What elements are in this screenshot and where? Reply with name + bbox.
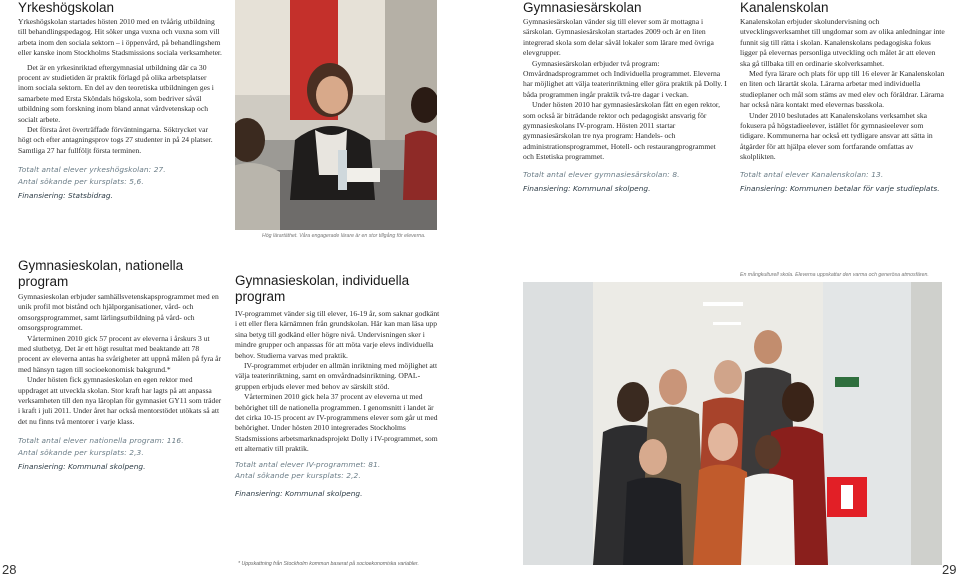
col-gymnasiesarskolan xyxy=(523,0,728,194)
paragraph: Med fyra lärare och plats för upp till 16 elever är Kanalenskolan en liten och lärartät skola. Lärarna arbetar med individuella studieplaner och mål som stäms av med elev och föräldrar. Lärarna har också nära kontakt med elevernas basskola. xyxy=(740,69,945,110)
stat-total-elever: Totalt antal elever nationella program: 116. xyxy=(18,436,184,446)
col-kanalenskolan xyxy=(740,0,945,194)
section-title-kanalenskolan: Kanalenskolan xyxy=(740,0,829,15)
stat-sokande: Antal sökande per kursplats: 2,3. xyxy=(18,447,144,457)
photo-caption: En mångkulturell skola. Eleverna uppskattar den varma och generösa atmosfären. xyxy=(740,272,929,278)
photo-teacher xyxy=(235,0,437,230)
stat-sokande: Antal sökande per kursplats: 2,2. xyxy=(235,471,361,481)
col-yrkeshogskolan xyxy=(18,0,223,201)
stat-total-elever: Totalt antal elever gymnasiesärskolan: 8. xyxy=(523,169,680,179)
stat-total-elever: Totalt antal elever IV-programmet: 81. xyxy=(235,459,381,469)
paragraph: IV-programmet erbjuder en allmän inriktning med möjlighet att välja teaterinriktning, samt en omvårdnadsinriktning. OPAL-gruppen erbjuds elever med behov av särskilt stöd. xyxy=(235,361,438,391)
paragraph: Under hösten 2010 har gymnasiesärskolan fått en egen rektor, som också är biträdande rektor och pedagogiskt ansvarig för gymnasieskolans IV-program. Hösten 2011 startar gymnasiesärskolan tre nya program: Handels- och administrationsprogrammet, Hotell- och restaurangprogrammet och Estetiska programmet. xyxy=(523,100,721,162)
paragraph: Gymnasiesärskolan vänder sig till elever som är mottagna i särskolan. Gymnasiesärskolan startades 2009 och är en liten integrerad skola som delar såväl lokaler som lärare med övriga elevgrupper. xyxy=(523,17,714,58)
paragraph: Under 2010 beslutades att Kanalenskolans verksamhet ska fokusera på högstadieelever, istället för gymnasieelever som tidigare. Kommunerna har också ett tydligare ansvar att sätta in åtgärder för att hjälpa elever som fortfarande omfattas av skolplikten. xyxy=(740,110,933,162)
col-individuella-program xyxy=(235,273,440,499)
page-number-right: 29 xyxy=(942,562,957,577)
financing: Finansiering: Kommunen betalar för varje studieplats. xyxy=(740,184,940,194)
section-title-individuella: Gymnasieskolan, individuella program xyxy=(235,273,410,304)
photo-students xyxy=(523,282,942,565)
section-title-nationella: Gymnasieskolan, nationella program xyxy=(18,258,184,289)
financing: Finansiering: Kommunal skolpeng. xyxy=(523,184,651,194)
stat-sokande: Antal sökande per kursplats: 5,6. xyxy=(18,176,144,186)
section-title-yrkeshogskolan: Yrkeshögskolan xyxy=(18,0,115,15)
col-nationella-program xyxy=(18,258,223,472)
financing: Finansiering: Kommunal skolpeng. xyxy=(18,462,146,472)
financing: Finansiering: Kommunal skolpeng. xyxy=(235,488,363,498)
paragraph: Det första året överträffade förväntningarna. Söktrycket var högt och efter antagningsprov togs 27 studenter in på 24 platser. Samtliga 27 har fullföljt första terminen. xyxy=(18,125,213,155)
paragraph: Det är en yrkesinriktad eftergymnasial utbildning där ca 30 procent av studietiden är praktik förlagd på olika arbetsplatser inom sociala sektorn. En del av den teoretiska utbildningen ges i samarbete med Ersta Sköndals högskola, som bedriver såväl utbildning som forskning inom bland annat vårdvetenskap och socialt arbete. xyxy=(18,62,214,124)
paragraph: Gymnasiesärskolan erbjuder två program: Omvårdnadsprogrammet och Individuella programmet. Eleverna har möjlighet att välja teaterinriktning eller göra praktik på Dolly. I båda programmen ingår praktik två-tre dagar i veckan. xyxy=(523,58,727,99)
paragraph: Under hösten fick gymnasieskolan en egen rektor med uppdraget att utveckla skolan. Stor kraft har lagts på att anpassa verksamheten till den nya läroplan för gymnasiet GY11 som träder i kraft i juli 2011. Under året har också mentorstödet utökats så att det nu finns två mentorer i varje klass. xyxy=(18,375,222,426)
section-title-gymnasiesarskolan: Gymnasiesärskolan xyxy=(523,0,642,15)
paragraph: IV-programmet vänder sig till elever, 16-19 år, som saknar godkänt i ett eller flera kärnämnen från grundskolan. Här kan man läsa upp sina betyg till godkänd eller högre nivå. Undervisningen sker i mindre grupper och anpassas för att möta varje elevs individuella behov. Studierna varvas med praktik. xyxy=(235,309,440,360)
paragraph: Kanalenskolan erbjuder skolundervisning och utvecklingsverksamhet till ungdomar som av olika anledningar inte funnit sig till rätta i skolan. Kanalenskolans pedagogiska fokus ligger på elevernas personliga utveckling och målet är att eleven ska gå tillbaka till en ordinarie skolverksamhet. xyxy=(740,17,945,68)
stat-total-elever: Totalt antal elever Kanalenskolan: 13. xyxy=(740,169,884,179)
paragraph: Yrkeshögskolan startades hösten 2010 med en tvåårig utbildning till behandlingspedagog. Hit söker unga vuxna och vuxna som vill arbeta inom den sociala sektorn – i öppenvård, på behandlingshem eller kanske inom Stockholms Stadsmissions sociala verksamheter. xyxy=(18,17,222,58)
financing: Finansiering: Statsbidrag. xyxy=(18,191,113,201)
paragraph: Gymnasieskolan erbjuder samhällsvetenskapsprogrammet med en unik profil mot bistånd och hjälporganisationer, vård- och omsorgsprogrammet, samt lärlingsutbildning på vård- och omsorgsprogrammet. xyxy=(18,292,219,333)
stat-total-elever: Totalt antal elever yrkeshögskolan: 27. xyxy=(18,165,166,175)
paragraph: Vårterminen 2010 gick 57 procent av eleverna i årskurs 3 ut med slutbetyg. Det är ett högt resultat med beaktande att 78 procent av eleverna antas ha svårigheter att uppnå målen på fyra år med hänsyn tagen till socioekonomisk bakgrund.* xyxy=(18,333,222,374)
photo-caption: Hög lärartäthet. Våra engagerade lärare är en stor tillgång för eleverna. xyxy=(262,233,426,239)
page-number-left: 28 xyxy=(2,562,17,577)
footnote: * Uppskattning från Stockholm kommun baserat på socioekonomiska variabler. xyxy=(238,561,419,567)
paragraph: Vårterminen 2010 gick hela 37 procent av eleverna ut med behörighet till de nationella programmen. I genomsnitt i landet är det cirka 10-15 procent av IV-programmens elever som går ut med behörighet. Under hösten 2010 integrerades Stockholms Stadsmissions arbetsmarknadsprojekt Dolly i IV-programmet, som ett alternativ till praktik. xyxy=(235,392,438,454)
